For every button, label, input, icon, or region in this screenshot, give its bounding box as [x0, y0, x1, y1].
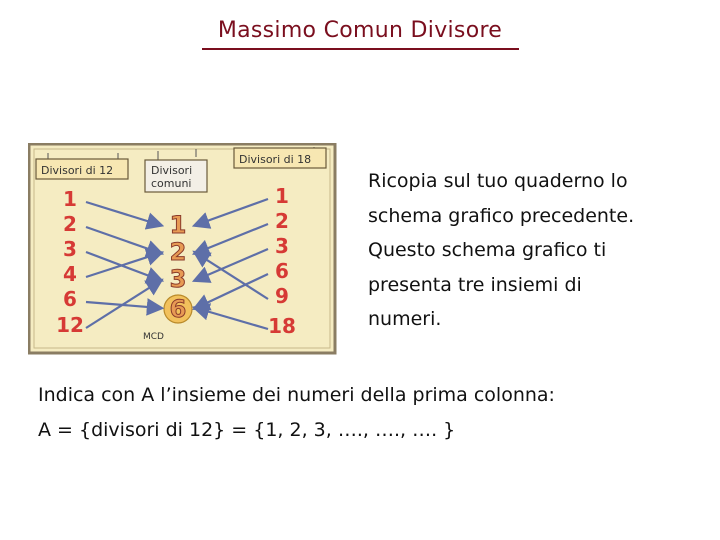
middle-number: 6 — [169, 295, 187, 323]
description-paragraph — [368, 164, 698, 337]
left-number: 1 — [63, 187, 77, 211]
right-number: 1 — [275, 184, 289, 208]
left-number: 6 — [63, 287, 77, 311]
left-number: 12 — [56, 313, 84, 337]
middle-number: 1 — [169, 211, 187, 239]
exercise-set-definition: A = {divisori di 12} = {1, 2, 3, …., …., …. } — [38, 418, 456, 441]
label-middle-line2: comuni — [151, 177, 192, 190]
left-number: 2 — [63, 212, 77, 236]
right-number: 18 — [268, 314, 296, 338]
exercise-instruction: Indica con A l’insieme dei numeri della prima colonna: — [38, 384, 555, 406]
right-number: 2 — [275, 209, 289, 233]
right-number: 3 — [275, 234, 289, 258]
description-line: schema grafico precedente. — [368, 204, 635, 227]
middle-number: 3 — [169, 265, 187, 293]
label-divisori-12 — [36, 159, 128, 179]
left-number: 4 — [63, 262, 77, 286]
label-divisori-18 — [234, 148, 326, 168]
label-right-text: Divisori di 18 — [239, 153, 312, 166]
label-divisori-comuni — [145, 160, 207, 192]
page-title: Massimo Comun Divisore — [217, 18, 503, 43]
label-middle-line1: Divisori — [151, 164, 193, 177]
exercise-text — [38, 378, 698, 447]
label-left-text: Divisori di 12 — [41, 164, 114, 177]
title-underline — [202, 48, 519, 50]
left-number: 3 — [63, 237, 77, 261]
middle-number: 2 — [169, 238, 187, 266]
right-number: 6 — [275, 259, 289, 283]
description-line: presenta tre insiemi di — [368, 273, 582, 296]
description-line: numeri. — [368, 308, 442, 330]
description-line: Ricopia sul tuo quaderno lo — [368, 170, 628, 192]
mcd-label: MCD — [143, 332, 164, 342]
mcd-diagram-illustration — [28, 143, 338, 355]
right-number: 9 — [275, 284, 289, 308]
description-line: Questo schema grafico ti — [368, 239, 607, 261]
